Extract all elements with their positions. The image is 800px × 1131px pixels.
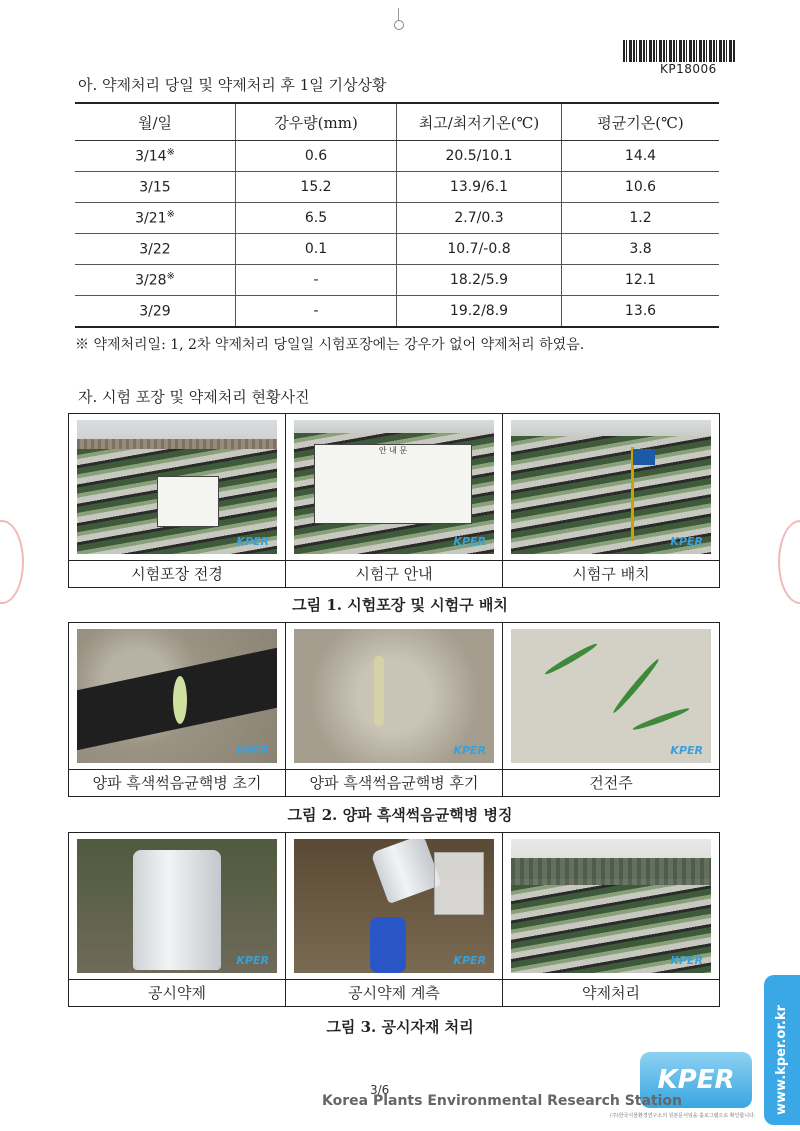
table-row bbox=[75, 296, 719, 328]
caption: 건전주 bbox=[502, 770, 719, 796]
organization-name: Korea Plants Environmental Research Station bbox=[322, 1093, 683, 1109]
caption: 공시약제 bbox=[148, 984, 206, 1002]
doc-code: KP18006 bbox=[660, 62, 717, 76]
page-number: 3/6 bbox=[370, 1083, 390, 1097]
kper-logo: KPER bbox=[640, 1052, 752, 1108]
cell-rain: - bbox=[236, 265, 397, 296]
barcode bbox=[623, 40, 735, 62]
kper-watermark: KPER bbox=[453, 744, 486, 757]
caption: 시험포장 전경 bbox=[131, 565, 223, 583]
figure-2-title: 그림 2. 양파 흑색썩음균핵병 병징 bbox=[287, 806, 513, 824]
cell-temp: 18.2/5.9 bbox=[397, 265, 562, 296]
cell-rain: 6.5 bbox=[236, 203, 397, 234]
punch-hole bbox=[393, 8, 405, 34]
table-row bbox=[75, 172, 719, 203]
blue-flag bbox=[633, 449, 655, 465]
cell-temp: 2.7/0.3 bbox=[397, 203, 562, 234]
col-rain: 강우량(mm) bbox=[236, 103, 397, 141]
disease-early-photo bbox=[77, 629, 277, 763]
cell-date: 3/28※ bbox=[75, 265, 236, 296]
cell-rain: 0.1 bbox=[236, 234, 397, 265]
cell-avg: 10.6 bbox=[562, 172, 720, 203]
guide-sign bbox=[314, 444, 472, 524]
photo-cell bbox=[502, 833, 719, 979]
cell-date: 3/21※ bbox=[75, 203, 236, 234]
guide-sign-title: 안 내 문 bbox=[378, 446, 408, 456]
weather-table bbox=[75, 102, 719, 328]
photo-cell bbox=[285, 833, 502, 979]
section-a-title: 아. 약제처리 당일 및 약제처리 후 1일 기상상황 bbox=[78, 76, 387, 94]
table-note: ※ 약제처리일: 1, 2차 약제처리 당일일 시험포장에는 강우가 없어 약제처리 하였음. bbox=[75, 337, 585, 353]
col-temp: 최고/최저기온(℃) bbox=[397, 103, 562, 141]
cell-rain: - bbox=[236, 296, 397, 328]
kper-watermark: KPER bbox=[453, 954, 486, 967]
photo-cell bbox=[285, 414, 502, 560]
caption: 양파 흑색썩음균핵병 초기 bbox=[92, 774, 262, 792]
caption: 양파 흑색썩음균핵병 후기 bbox=[285, 770, 502, 796]
cell-avg: 12.1 bbox=[562, 265, 720, 296]
caption: 약제처리 bbox=[502, 980, 719, 1006]
plot-guide-photo bbox=[294, 420, 494, 554]
website-tab bbox=[764, 975, 800, 1125]
kper-watermark: KPER bbox=[236, 954, 269, 967]
cell-temp: 13.9/6.1 bbox=[397, 172, 562, 203]
seal-right bbox=[778, 520, 800, 604]
cell-temp: 19.2/8.9 bbox=[397, 296, 562, 328]
cell-date: 3/29 bbox=[75, 296, 236, 328]
table-row bbox=[75, 265, 719, 296]
photo-cell bbox=[69, 833, 285, 979]
table-row bbox=[75, 141, 719, 172]
cell-avg: 13.6 bbox=[562, 296, 720, 328]
cell-rain: 0.6 bbox=[236, 141, 397, 172]
figure-3-title: 그림 3. 공시자재 처리 bbox=[326, 1018, 474, 1036]
section-b-title: 자. 시험 포장 및 약제처리 현황사진 bbox=[78, 388, 310, 406]
caption: 시험구 안내 bbox=[285, 561, 502, 587]
table-row bbox=[75, 203, 719, 234]
cell-date: 3/14※ bbox=[75, 141, 236, 172]
chemical-bottle bbox=[133, 850, 221, 971]
kper-watermark: KPER bbox=[453, 535, 486, 548]
kper-watermark: KPER bbox=[236, 744, 269, 757]
cell-temp: 10.7/-0.8 bbox=[397, 234, 562, 265]
figure-1-title: 그림 1. 시험포장 및 시험구 배치 bbox=[292, 596, 508, 614]
cell-avg: 3.8 bbox=[562, 234, 720, 265]
plot-layout-photo bbox=[511, 420, 711, 554]
col-avg: 평균기온(℃) bbox=[562, 103, 720, 141]
chemical-measuring-photo bbox=[294, 839, 494, 973]
disease-late-photo bbox=[294, 629, 494, 763]
website-url: www.kper.or.kr bbox=[774, 1005, 789, 1115]
chemical-treatment-photo bbox=[511, 839, 711, 973]
caption: 공시약제 계측 bbox=[285, 980, 502, 1006]
field-overview-photo bbox=[77, 420, 277, 554]
figure-3-grid bbox=[68, 832, 720, 1007]
photo-cell bbox=[285, 623, 502, 769]
kper-watermark: KPER bbox=[670, 954, 703, 967]
cell-avg: 1.2 bbox=[562, 203, 720, 234]
photo-cell bbox=[502, 414, 719, 560]
kper-watermark: KPER bbox=[670, 744, 703, 757]
healthy-plant-photo bbox=[511, 629, 711, 763]
sign-board bbox=[157, 476, 219, 526]
figure-2-grid bbox=[68, 622, 720, 797]
kper-watermark: KPER bbox=[670, 535, 703, 548]
kper-watermark: KPER bbox=[236, 535, 269, 548]
col-date: 월/일 bbox=[75, 103, 236, 141]
photo-cell bbox=[502, 623, 719, 769]
hologram-note: (주)한국식물환경연구소의 원본문서임을 홀로그램으로 확인합니다. bbox=[610, 1113, 756, 1119]
test-chemical-photo bbox=[77, 839, 277, 973]
seal-left bbox=[0, 520, 24, 604]
cell-temp: 20.5/10.1 bbox=[397, 141, 562, 172]
table-header-row bbox=[75, 103, 719, 141]
cell-rain: 15.2 bbox=[236, 172, 397, 203]
figure-1-grid bbox=[68, 413, 720, 588]
cell-date: 3/22 bbox=[75, 234, 236, 265]
photo-cell bbox=[69, 623, 285, 769]
table-row bbox=[75, 234, 719, 265]
photo-cell bbox=[69, 414, 285, 560]
cell-date: 3/15 bbox=[75, 172, 236, 203]
cell-avg: 14.4 bbox=[562, 141, 720, 172]
caption: 시험구 배치 bbox=[502, 561, 719, 587]
